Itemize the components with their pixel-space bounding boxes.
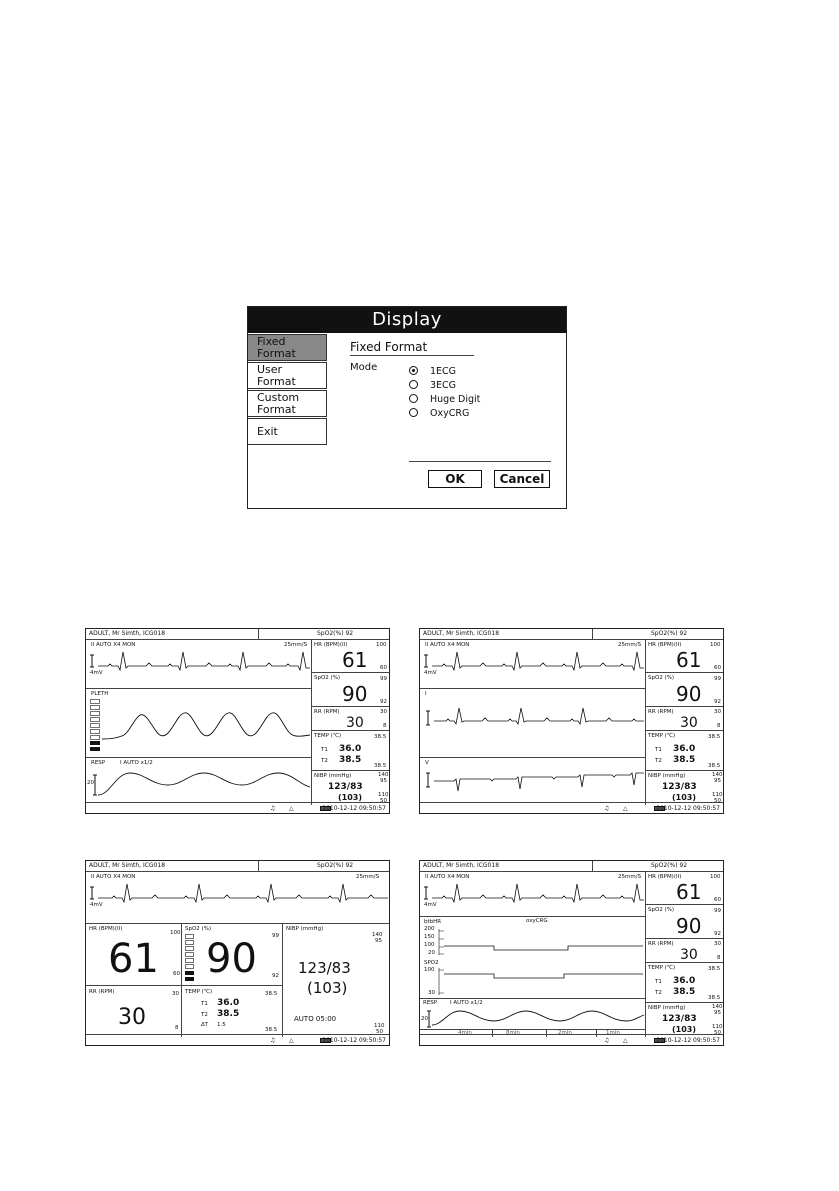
alarm-silence-icon[interactable]: △ xyxy=(623,1037,628,1044)
menu-item-custom-format[interactable] xyxy=(248,390,327,417)
rr-high-limit: 30 xyxy=(714,709,721,715)
divider xyxy=(645,770,724,771)
divider xyxy=(645,639,646,805)
rr-low-limit: 8 xyxy=(717,955,721,961)
ecg-scale: 4mV xyxy=(424,902,437,908)
divider xyxy=(645,938,724,939)
resp-waveform xyxy=(86,767,311,803)
hr-label: HR (BPM)(II) xyxy=(89,926,123,932)
ecg-scale: 4mV xyxy=(90,670,103,676)
nibp-low-limit: 110 xyxy=(712,1024,723,1030)
option-oxycrg[interactable] xyxy=(409,407,469,420)
rr-label: RR (RPM) xyxy=(648,709,674,715)
radio-icon[interactable] xyxy=(409,408,418,417)
lead-i-label: I xyxy=(425,691,427,697)
ecg-waveform xyxy=(86,881,389,903)
divider xyxy=(311,639,312,805)
menu-item-exit[interactable] xyxy=(248,418,327,445)
radio-selected-icon[interactable] xyxy=(409,366,418,375)
nibp-high-limit: 140 xyxy=(712,772,723,778)
dialog-title: Display xyxy=(248,307,566,333)
nibp-low-limit: 110 xyxy=(712,792,723,798)
hr-value: 61 xyxy=(108,936,159,982)
sweep-speed: 25mm/S xyxy=(618,642,642,648)
sweep-speed: 25mm/S xyxy=(618,874,642,880)
rr-low-limit: 8 xyxy=(175,1025,179,1031)
axis-tick: 100 xyxy=(424,967,435,973)
rr-label: RR (RPM) xyxy=(89,989,115,995)
ecg-waveform-i xyxy=(420,705,645,731)
temp-label: TEMP (℃) xyxy=(314,733,342,739)
lead-v-label: V xyxy=(425,760,429,766)
t2-value: 38.5 xyxy=(673,755,696,765)
patient-info: ADULT, Mr Simth, ICG018 xyxy=(89,862,166,869)
resp-mode: I AUTO x1/2 xyxy=(450,1000,483,1006)
rr-value: 30 xyxy=(118,1005,146,1030)
spo2-top: SpO2(%) 92 xyxy=(317,630,354,637)
patient-info: ADULT, Mr Simth, ICG018 xyxy=(423,862,500,869)
ecg-waveform xyxy=(86,649,311,671)
ok-button[interactable]: OK xyxy=(428,470,482,488)
divider xyxy=(86,985,282,986)
nibp-high-limit: 95 xyxy=(714,1010,721,1016)
rr-value: 30 xyxy=(680,947,698,963)
alarm-silence-icon[interactable]: △ xyxy=(289,1037,294,1044)
btbhr-trend xyxy=(438,927,644,957)
nibp-mean: (103) xyxy=(672,793,697,802)
nibp-high-limit: 140 xyxy=(372,932,383,938)
divider xyxy=(645,904,724,905)
mode-label: Mode xyxy=(350,362,378,373)
panel-title: Fixed Format xyxy=(350,340,474,356)
oxy-spo2-label: SPO2 xyxy=(424,960,439,966)
option-1ecg[interactable] xyxy=(409,365,456,378)
menu-label: Format xyxy=(257,347,296,360)
ecg-label: II AUTO X4 MON xyxy=(91,874,136,880)
patient-info: ADULT, Mr Simth, ICG018 xyxy=(89,630,166,637)
menu-label: Exit xyxy=(257,425,278,438)
resp-label: RESP xyxy=(423,1000,438,1006)
nibp-low-limit: 50 xyxy=(714,1030,721,1036)
t2-label: T2 xyxy=(655,758,662,764)
axis-tick: 150 xyxy=(424,934,435,940)
temp-label: TEMP (℃) xyxy=(648,965,676,971)
hr-high-limit: 100 xyxy=(710,874,721,880)
display-dialog xyxy=(247,306,567,509)
nibp-value: 123/83 xyxy=(662,782,697,792)
time-tick: 4min xyxy=(458,1030,472,1036)
spo2-low-limit: 92 xyxy=(272,973,279,979)
t2-value: 38.5 xyxy=(339,755,362,765)
spo2-low-limit: 92 xyxy=(714,699,721,705)
temp-label: TEMP (℃) xyxy=(648,733,676,739)
option-label: Huge Digit xyxy=(430,394,481,405)
divider xyxy=(311,672,390,673)
ecg-label: II AUTO X4 MON xyxy=(91,642,136,648)
alarm-silence-icon[interactable]: △ xyxy=(623,805,628,812)
divider xyxy=(409,461,551,462)
clock: 2010-12-12 09:50:57 xyxy=(322,1037,386,1044)
time-tick: 2min xyxy=(558,1030,572,1036)
divider xyxy=(592,629,593,639)
rr-value: 30 xyxy=(346,715,364,731)
nibp-high-limit: 95 xyxy=(380,778,387,784)
nibp-value: 123/83 xyxy=(298,959,351,977)
menu-item-fixed-format[interactable] xyxy=(248,334,327,361)
divider xyxy=(86,923,390,924)
t1-label: T1 xyxy=(655,747,662,753)
axis-tick: 30 xyxy=(428,990,435,996)
temp-high-limit: 38.5 xyxy=(265,991,278,997)
ecg-label: II AUTO X4 MON xyxy=(425,874,470,880)
axis-tick: 20 xyxy=(428,950,435,956)
hr-value: 61 xyxy=(676,648,702,672)
divider xyxy=(86,688,311,689)
hr-value: 61 xyxy=(676,880,702,904)
bell-icon[interactable]: ♫ xyxy=(604,805,610,812)
option-huge-digit[interactable] xyxy=(409,393,480,406)
spo2-top: SpO2(%) 92 xyxy=(651,862,688,869)
divider xyxy=(645,871,646,1037)
spo2-high-limit: 99 xyxy=(272,933,279,939)
divider xyxy=(420,757,645,758)
bottom-bar xyxy=(420,802,723,813)
clock: 2010-12-12 09:50:57 xyxy=(656,805,720,812)
rr-value: 30 xyxy=(680,715,698,731)
format-menu xyxy=(248,334,327,446)
nibp-value: 123/83 xyxy=(328,782,363,792)
clock: 2010-12-12 09:50:57 xyxy=(656,1037,720,1044)
option-label: 1ECG xyxy=(430,366,457,377)
divider xyxy=(645,672,724,673)
nibp-label: NIBP (mmHg) xyxy=(314,773,352,779)
bell-icon[interactable]: ♫ xyxy=(604,1037,610,1044)
pleth-bargraph xyxy=(90,699,102,755)
sweep-speed: 25mm/S xyxy=(284,642,308,648)
hr-high-limit: 100 xyxy=(376,642,387,648)
t1-value: 36.0 xyxy=(339,744,362,754)
alarm-silence-icon[interactable]: △ xyxy=(289,805,294,812)
spo2-value: 90 xyxy=(206,936,257,982)
spo2-low-limit: 92 xyxy=(714,931,721,937)
dt-value: 1.5 xyxy=(217,1022,226,1028)
spo2-label: SpO2 (%) xyxy=(314,675,341,681)
pleth-label: PLETH xyxy=(91,691,109,697)
hr-low-limit: 60 xyxy=(173,971,180,977)
nibp-low-limit: 110 xyxy=(378,792,389,798)
nibp-high-limit: 140 xyxy=(712,1004,723,1010)
temp-high-limit: 38.5 xyxy=(708,966,721,972)
resp-label: RESP xyxy=(91,760,106,766)
nibp-high-limit: 95 xyxy=(714,778,721,784)
hr-low-limit: 60 xyxy=(380,665,387,671)
bell-icon[interactable]: ♫ xyxy=(270,1037,276,1044)
hr-low-limit: 60 xyxy=(714,665,721,671)
status-bar xyxy=(86,861,389,872)
nibp-mean: (103) xyxy=(672,1025,697,1034)
resp-waveform xyxy=(420,1005,645,1029)
nibp-label: NIBP (mmHg) xyxy=(286,926,324,932)
pleth-waveform xyxy=(102,707,311,747)
spo2-value: 90 xyxy=(342,682,368,706)
option-label: 3ECG xyxy=(430,380,457,391)
t1-value: 36.0 xyxy=(217,998,240,1008)
axis-tick: 200 xyxy=(424,926,435,932)
spo2-top: SpO2(%) 92 xyxy=(651,630,688,637)
t2-value: 38.5 xyxy=(217,1009,240,1019)
hr-label: HR (BPM)(II) xyxy=(648,642,682,648)
monitor-huge-digit xyxy=(85,860,390,1046)
bottom-bar xyxy=(86,1034,389,1045)
divider xyxy=(311,706,390,707)
monitor-3ecg xyxy=(419,628,724,814)
resp-scale: 20 xyxy=(421,1016,428,1022)
ecg-scale: 4mV xyxy=(424,670,437,676)
menu-label: Format xyxy=(257,375,296,388)
rr-low-limit: 8 xyxy=(383,723,387,729)
divider xyxy=(592,861,593,871)
radio-icon[interactable] xyxy=(409,394,418,403)
t2-label: T2 xyxy=(655,990,662,996)
spo2-label: SpO2 (%) xyxy=(185,926,212,932)
divider xyxy=(420,998,645,999)
spo2-high-limit: 99 xyxy=(380,676,387,682)
bottom-bar xyxy=(420,1034,723,1045)
t1-label: T1 xyxy=(321,747,328,753)
nibp-low-limit: 50 xyxy=(714,798,721,804)
hr-label: HR (BPM)(II) xyxy=(648,874,682,880)
nibp-high-limit: 140 xyxy=(378,772,389,778)
temp-low-limit: 38.5 xyxy=(374,763,387,769)
nibp-value: 123/83 xyxy=(662,1014,697,1024)
rr-high-limit: 30 xyxy=(380,709,387,715)
divider xyxy=(258,861,259,871)
cancel-button[interactable]: Cancel xyxy=(494,470,550,488)
resp-mode: I AUTO x1/2 xyxy=(120,760,153,766)
hr-label: HR (BPM)(II) xyxy=(314,642,348,648)
t2-label: T2 xyxy=(201,1012,208,1018)
monitor-1ecg xyxy=(85,628,390,814)
menu-label: Custom xyxy=(257,391,300,404)
ecg-label: II AUTO X4 MON xyxy=(425,642,470,648)
ecg-scale: 4mV xyxy=(90,902,103,908)
spo2-low-limit: 92 xyxy=(380,699,387,705)
spo2-value: 90 xyxy=(676,682,702,706)
hr-high-limit: 100 xyxy=(170,930,181,936)
pleth-bargraph xyxy=(185,934,195,984)
temp-low-limit: 38.5 xyxy=(265,1027,278,1033)
nibp-label: NIBP (mmHg) xyxy=(648,773,686,779)
nibp-high-limit: 95 xyxy=(375,938,382,944)
spo2-high-limit: 99 xyxy=(714,908,721,914)
status-bar xyxy=(420,861,723,872)
spo2-trend xyxy=(438,967,644,997)
divider xyxy=(420,916,645,917)
menu-label: Fixed xyxy=(257,335,286,348)
radio-icon[interactable] xyxy=(409,380,418,389)
option-label: OxyCRG xyxy=(430,408,470,419)
t1-label: T1 xyxy=(201,1001,208,1007)
spo2-value: 90 xyxy=(676,914,702,938)
nibp-auto-interval: AUTO 05:00 xyxy=(294,1015,337,1023)
oxycrg-title: oxyCRG xyxy=(526,918,548,924)
temp-low-limit: 38.5 xyxy=(708,763,721,769)
clock: 2010-12-12 09:50:57 xyxy=(322,805,386,812)
resp-scale: 20 xyxy=(87,780,94,786)
menu-label: Format xyxy=(257,403,296,416)
spo2-high-limit: 99 xyxy=(714,676,721,682)
nibp-mean: (103) xyxy=(307,979,348,997)
temp-low-limit: 38.5 xyxy=(708,995,721,1001)
divider xyxy=(645,706,724,707)
sweep-speed: 25mm/S xyxy=(356,874,380,880)
divider xyxy=(645,1002,724,1003)
hr-high-limit: 100 xyxy=(710,642,721,648)
bottom-bar xyxy=(86,802,389,813)
t2-label: T2 xyxy=(321,758,328,764)
divider xyxy=(420,688,645,689)
temp-high-limit: 38.5 xyxy=(374,734,387,740)
nibp-low-limit: 50 xyxy=(376,1029,383,1035)
ecg-waveform-v xyxy=(420,769,645,797)
divider xyxy=(258,629,259,639)
option-3ecg[interactable] xyxy=(409,379,456,392)
divider xyxy=(181,923,182,1037)
status-bar xyxy=(86,629,389,640)
monitor-oxycrg xyxy=(419,860,724,1046)
bell-icon[interactable]: ♫ xyxy=(270,805,276,812)
btbhr-label: btbHR xyxy=(424,919,442,925)
t2-value: 38.5 xyxy=(673,987,696,997)
axis-tick: 100 xyxy=(424,942,435,948)
hr-low-limit: 60 xyxy=(714,897,721,903)
spo2-label: SpO2 (%) xyxy=(648,675,675,681)
divider xyxy=(282,923,283,1037)
nibp-mean: (103) xyxy=(338,793,363,802)
rr-low-limit: 8 xyxy=(717,723,721,729)
time-tick: 8min xyxy=(506,1030,520,1036)
divider xyxy=(86,757,311,758)
t1-value: 36.0 xyxy=(673,744,696,754)
menu-item-user-format[interactable] xyxy=(248,362,327,389)
rr-label: RR (RPM) xyxy=(314,709,340,715)
menu-label: User xyxy=(257,363,283,376)
spo2-top: SpO2(%) 92 xyxy=(317,862,354,869)
patient-info: ADULT, Mr Simth, ICG018 xyxy=(423,630,500,637)
nibp-low-limit: 110 xyxy=(374,1023,385,1029)
nibp-label: NIBP (mmHg) xyxy=(648,1005,686,1011)
rr-label: RR (RPM) xyxy=(648,941,674,947)
time-tick: 1min xyxy=(606,1030,620,1036)
status-bar xyxy=(420,629,723,640)
ecg-waveform-ii xyxy=(420,649,645,671)
temp-high-limit: 38.5 xyxy=(708,734,721,740)
nibp-low-limit: 50 xyxy=(380,798,387,804)
rr-high-limit: 30 xyxy=(172,991,179,997)
rr-high-limit: 30 xyxy=(714,941,721,947)
t1-value: 36.0 xyxy=(673,976,696,986)
ecg-waveform xyxy=(420,881,645,903)
temp-label: TEMP (℃) xyxy=(185,989,213,995)
t1-label: T1 xyxy=(655,979,662,985)
hr-value: 61 xyxy=(342,648,368,672)
dt-label: ΔT xyxy=(201,1022,209,1028)
spo2-label: SpO2 (%) xyxy=(648,907,675,913)
divider xyxy=(311,770,390,771)
